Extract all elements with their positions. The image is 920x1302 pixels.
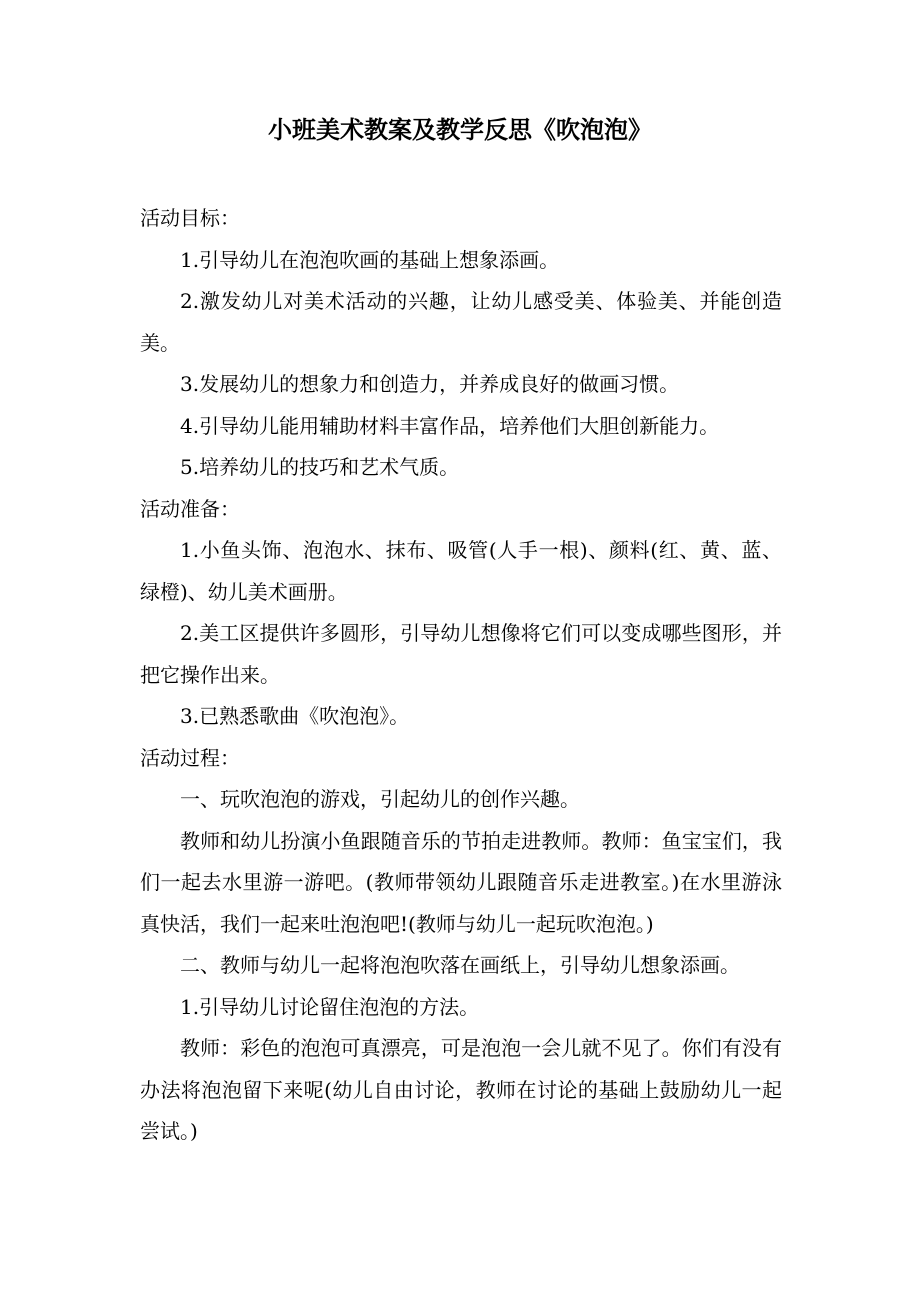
paragraph: 1.引导幼儿讨论留住泡泡的方法。 — [180, 994, 480, 1019]
paragraph: 3.已熟悉歌曲《吹泡泡》。 — [180, 704, 410, 728]
paragraph: 5.培养幼儿的技巧和艺术气质。 — [180, 455, 460, 479]
section-heading-preparation: 活动准备： — [140, 496, 240, 521]
section-heading-process: 活动过程： — [140, 745, 240, 770]
paragraph: 2.激发幼儿对美术活动的兴趣，让幼儿感受美、体验美、并能创造美。 — [140, 289, 782, 355]
paragraph: 教师：彩色的泡泡可真漂亮，可是泡泡一会儿就不见了。你们有没有办法将泡泡留下来呢(幼儿自由讨论，教师在讨论的基础上鼓励幼儿一起尝试。) — [140, 1036, 782, 1143]
paragraph: 4.引导幼儿能用辅助材料丰富作品，培养他们大胆创新能力。 — [180, 413, 720, 438]
document-body — [140, 198, 782, 1153]
section-heading-goals: 活动目标： — [140, 206, 240, 230]
paragraph: 1.引导幼儿在泡泡吹画的基础上想象添画。 — [180, 247, 560, 272]
paragraph: 一、玩吹泡泡的游戏，引起幼儿的创作兴趣。 — [180, 787, 580, 811]
document-title: 小班美术教案及教学反思《吹泡泡》 — [268, 115, 652, 144]
paragraph: 3.发展幼儿的想象力和创造力，并养成良好的做画习惯。 — [180, 372, 680, 396]
paragraph: 二、教师与幼儿一起将泡泡吹落在画纸上，引导幼儿想象添画。 — [180, 953, 740, 977]
paragraph: 教师和幼儿扮演小鱼跟随音乐的节拍走进教师。教师：鱼宝宝们，我们一起去水里游一游吧。(教师带领幼儿跟随音乐走进教室。)在水里游泳真快活，我们一起来吐泡泡吧!(教师与幼儿一起玩吹泡泡。) — [140, 828, 782, 936]
paragraph: 2.美工区提供许多圆形，引导幼儿想像将它们可以变成哪些图形，并把它操作出来。 — [140, 621, 782, 687]
paragraph: 1.小鱼头饰、泡泡水、抹布、吸管(人手一根)、颜料(红、黄、蓝、绿橙)、幼儿美术画册。 — [140, 538, 782, 604]
